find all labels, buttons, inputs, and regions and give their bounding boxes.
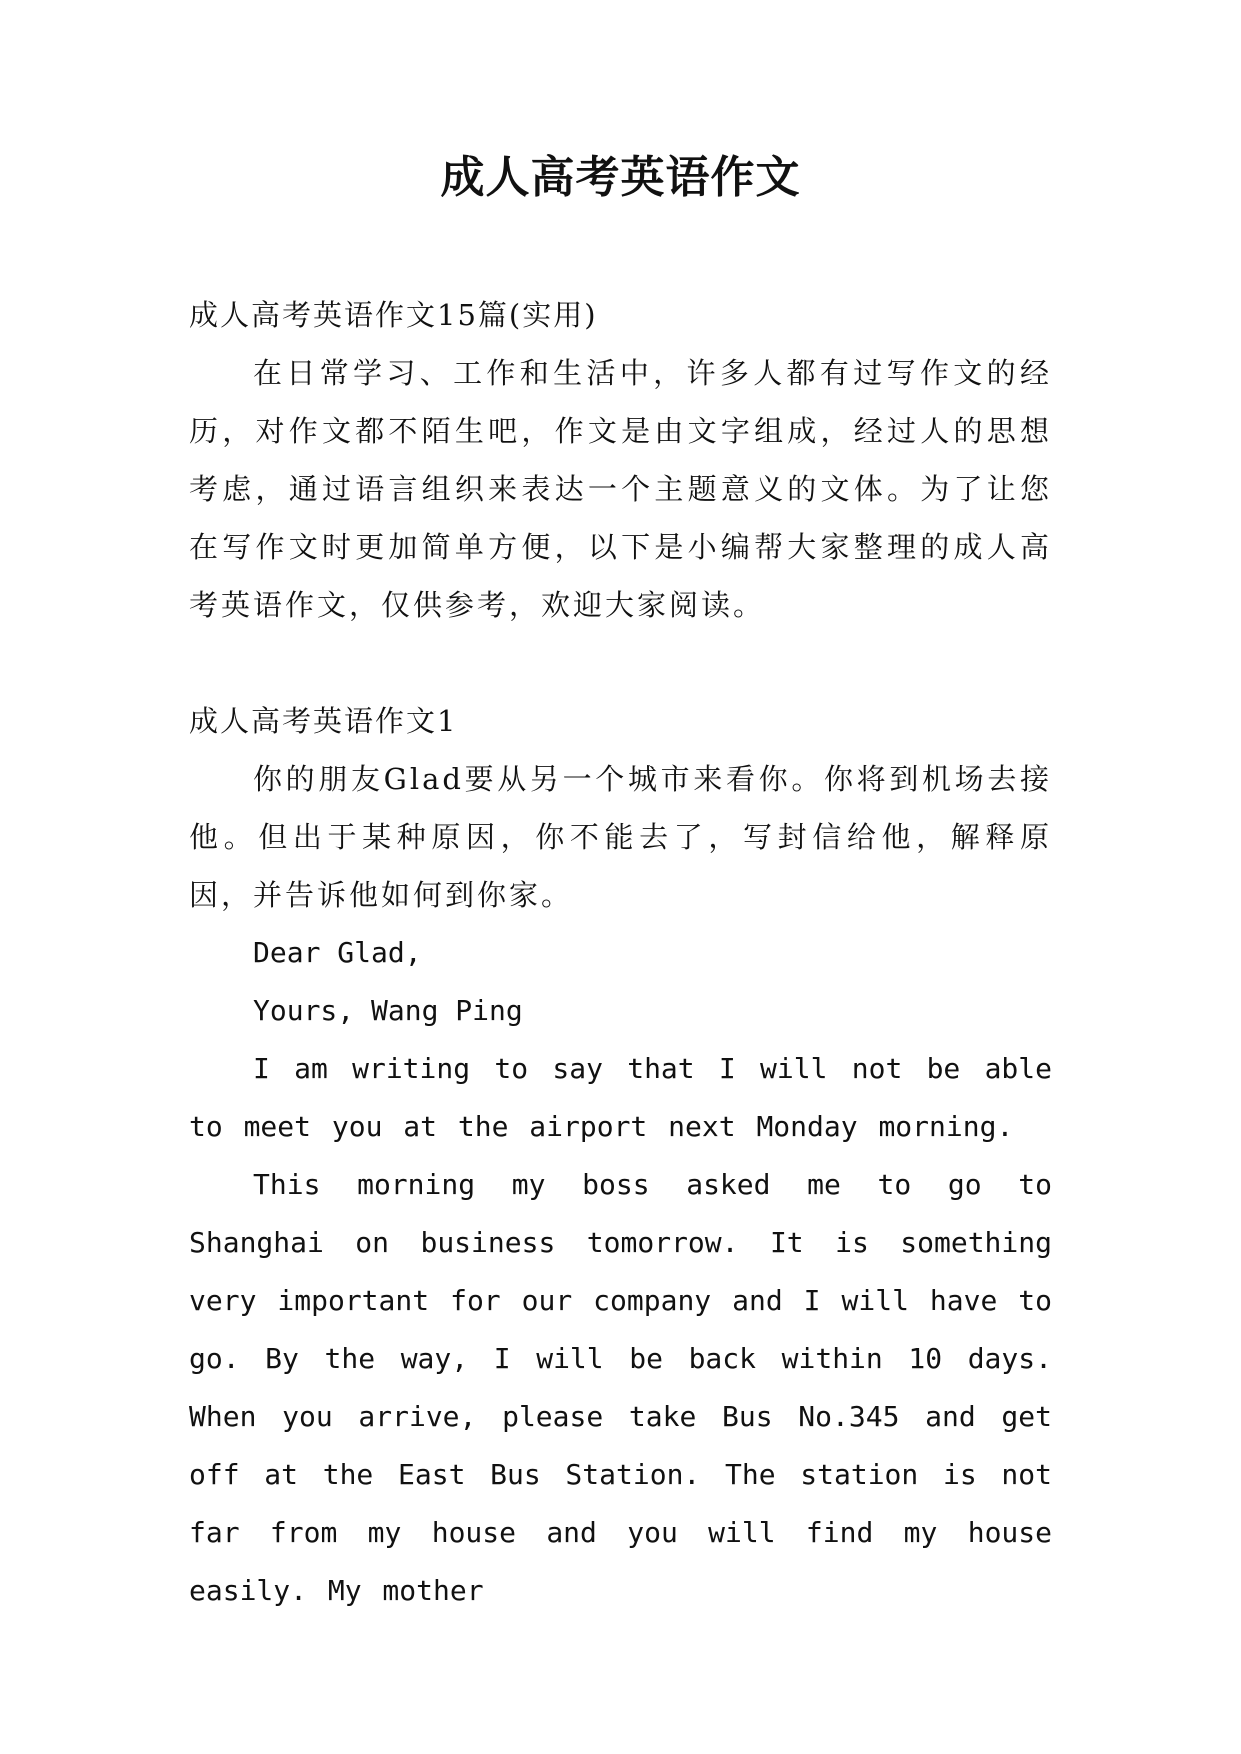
letter-signoff: Yours, Wang Ping: [253, 994, 523, 1027]
essay-prompt: 你的朋友Glad要从另一个城市来看你。你将到机场去接他。但出于某种原因，你不能去了，写封信给他，解释原因，并告诉他如何到你家。: [189, 762, 1052, 912]
document-subtitle: 成人高考英语作文15篇(实用): [189, 298, 598, 332]
letter-paragraph-1: I am writing to say that I will not be able to meet you at the airport next Monday morning.: [189, 1052, 1052, 1143]
letter-salutation: Dear Glad,: [253, 936, 422, 969]
section-heading: 成人高考英语作文1: [189, 704, 458, 738]
intro-paragraph: 在日常学习、工作和生活中，许多人都有过写作文的经历，对作文都不陌生吧，作文是由文字组成，经过人的思想考虑，通过语言组织来表达一个主题意义的文体。为了让您在写作文时更加简单方便，以下是小编帮大家整理的成人高考英语作文，仅供参考，欢迎大家阅读。: [189, 356, 1052, 622]
section-spacer: [189, 634, 1052, 692]
document-title: 成人高考英语作文: [440, 152, 801, 203]
document-body: [189, 286, 1052, 1620]
letter-paragraph-2: This morning my boss asked me to go to Shanghai on business tomorrow. It is something very important for our company and I will have to go. By the way, I will be back within 10 days. When you arrive, please take Bus No.345 and get off at the East Bus Station. The station is not far from my house and you will find my house easily. My mother: [189, 1168, 1052, 1607]
